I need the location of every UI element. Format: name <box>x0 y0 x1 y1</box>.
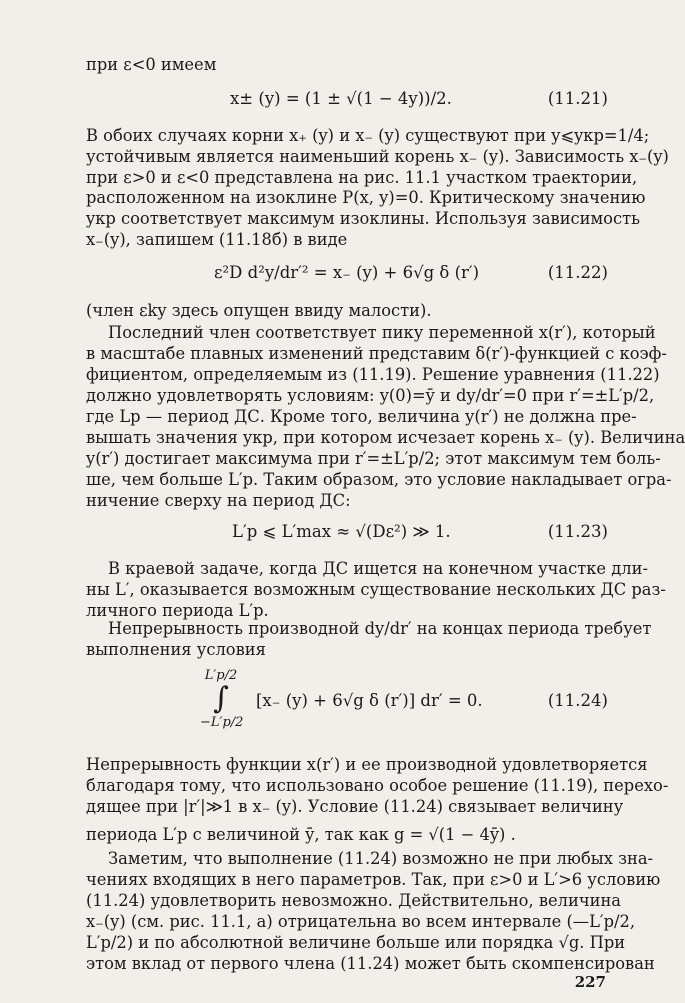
text-line: фициентом, определяемым из (11.19). Решение уравнения (11.22) <box>86 365 660 384</box>
text-line: этом вклад от первого члена (11.24) может быть скомпенсирован <box>86 954 655 973</box>
text-line: Последний член соответствует пику переменной x(r′), который <box>108 323 656 342</box>
equation-number: (11.21) <box>547 89 608 108</box>
text-line: периода L′p с величиной ȳ, так как g = √(1 − 4ȳ) . <box>86 825 516 844</box>
text-line: должно удовлетворять условиям: y(0)=ȳ и dy/dr′=0 при r′=±L′p/2, <box>86 386 655 405</box>
text-line: выполнения условия <box>86 640 266 659</box>
text-line: где Lp — период ДС. Кроме того, величина y(r′) не должна пре- <box>86 407 637 426</box>
text-line: Заметим, что выполнение (11.24) возможно не при любых зна- <box>108 849 654 868</box>
text-line: В обоих случаях корни x₊ (y) и x₋ (y) существуют при y⩽yкр=1/4; <box>86 126 650 145</box>
text-line: y(r′) достигает максимума при r′=±L′p/2; этот максимум тем боль- <box>86 449 661 468</box>
text-line: (11.24) удовлетворить невозможно. Действительно, величина <box>86 891 622 910</box>
equation-11-24 <box>86 686 608 716</box>
text-line: В краевой задаче, когда ДС ищется на конечном участке дли- <box>108 559 648 578</box>
text-line: (член εky здесь опущен ввиду малости). <box>86 301 432 320</box>
text-line: ны L′, оказывается возможным существование нескольких ДС раз- <box>86 580 666 599</box>
equation-body: x± (y) = (1 ± √(1 − 4y))/2. <box>230 89 452 108</box>
text-line: чениях входящих в него параметров. Так, при ε>0 и L′>6 условию <box>86 870 661 889</box>
integral-symbol: ∫ <box>213 681 229 716</box>
equation-number: (11.24) <box>547 691 608 710</box>
equation-11-22 <box>86 258 608 288</box>
text-line: L′p/2) и по абсолютной величине больше или порядка √g. При <box>86 933 626 952</box>
integral-lower-limit: −L′p/2 <box>200 715 244 730</box>
text-line: ше, чем больше L′p. Таким образом, это условие накладывает огра- <box>86 470 672 489</box>
text-line: благодаря тому, что использовано особое решение (11.19), перехо- <box>86 776 669 795</box>
equation-number: (11.22) <box>547 263 608 282</box>
text-line: личного периода L′p. <box>86 601 269 620</box>
text-line: Непрерывность производной dy/dr′ на концах периода требует <box>108 619 652 638</box>
page-number: 227 <box>574 973 606 991</box>
text-line: Непрерывность функции x(r′) и ее производной удовлетворяется <box>86 755 648 774</box>
text-line: устойчивым является наименьший корень x₋ (y). Зависимость x₋(y) <box>86 147 669 166</box>
text-line: x₋(y), запишем (11.18б) в виде <box>86 230 348 249</box>
equation-11-23 <box>86 517 608 547</box>
text-line: ничение сверху на период ДС: <box>86 491 351 510</box>
text-line: при ε>0 и ε<0 представлена на рис. 11.1 участком траектории, <box>86 168 638 187</box>
equation-11-21 <box>86 84 608 114</box>
text-line: в масштабе плавных изменений представим δ(r′)-функцией с коэф- <box>86 344 667 363</box>
integral-upper-limit: L′p/2 <box>204 668 238 683</box>
equation-body: [x₋ (y) + 6√g δ (r′)] dr′ = 0. <box>256 691 483 710</box>
text-line: вышать значения yкр, при котором исчезает корень x₋ (y). Величина <box>86 428 685 447</box>
text-line: yкр соответствует максимум изоклины. Используя зависимость <box>86 209 640 228</box>
text-line: дящее при |r′|≫1 в x₋ (y). Условие (11.24) связывает величину <box>86 797 624 816</box>
text-line: расположенном на изоклине P(x, y)=0. Критическому значению <box>86 188 646 207</box>
equation-body: ε²D d²y/dr′² = x₋ (y) + 6√g δ (r′) <box>214 263 480 282</box>
text-line: x₋(y) (см. рис. 11.1, a) отрицательна во всем интервале (—L′p/2, <box>86 912 636 931</box>
equation-body: L′p ⩽ L′max ≈ √(Dε²) ≫ 1. <box>232 522 451 541</box>
text-line: при ε<0 имеем <box>86 55 217 74</box>
equation-number: (11.23) <box>547 522 608 541</box>
